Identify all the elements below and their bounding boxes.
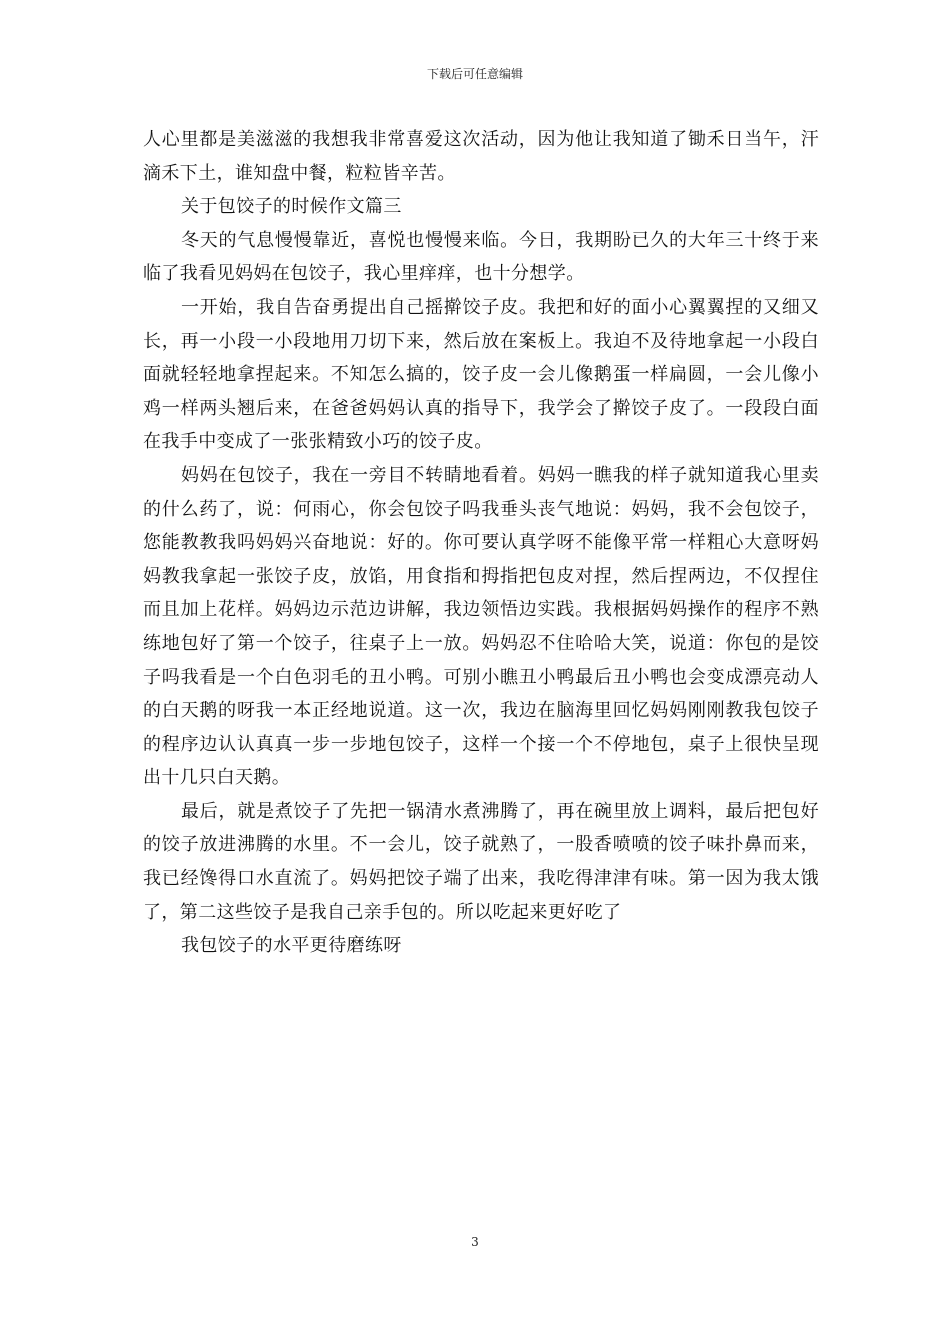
paragraph-closing: 我包饺子的水平更待磨练呀 — [181, 935, 402, 957]
section-title: 关于包饺子的时候作文篇三 — [181, 196, 402, 218]
page-header: 下载后可任意编辑 — [426, 67, 523, 81]
page-number: 3 — [471, 1235, 479, 1249]
paragraph-wrapping-dumplings: 妈妈在包饺子，我在一旁目不转睛地看着。妈妈一瞧我的样子就知道我心里卖的什么药了，说：何雨心，你会包饺子吗我垂头丧气地说：妈妈，我不会包饺子，您能教教我吗妈妈兴奋地说：好的。你可要认真学呀不能像平常一样粗心大意呀妈妈教我拿起一张饺子皮，放馅，用食指和拇指把包皮对捏，然后捏两边，不仅捏住而且加上花样。妈妈边示范边讲解，我边领悟边实践。我根据妈妈操作的程序不熟练地包好了第一个饺子，往桌子上一放。妈妈忍不住哈哈大笑，说道：你包的是饺子吗我看是一个白色羽毛的丑小鸭。可别小瞧丑小鸭最后丑小鸭也会变成漂亮动人的白天鹅的呀我一本正经地说道。这一次，我边在脑海里回忆妈妈刚刚教我包饺子的程序边认认真真一步一步地包饺子，这样一个接一个不停地包，桌子上很快呈现出十几只白天鹅。 — [143, 464, 819, 789]
document-body — [143, 123, 819, 963]
paragraph-rolling-wrappers: 一开始，我自告奋勇提出自己摇擀饺子皮。我把和好的面小心翼翼捏的又细又长，再一小段一小段地用刀切下来，然后放在案板上。我迫不及待地拿起一小段白面就轻轻地拿捏起来。不知怎么搞的，饺子皮一会儿像鹅蛋一样扁圆，一会儿像小鸡一样两头翘后来，在爸爸妈妈认真的指导下，我学会了擀饺子皮了。一段段白面在我手中变成了一张张精致小巧的饺子皮。 — [143, 296, 819, 453]
paragraph-continuation: 人心里都是美滋滋的我想我非常喜爱这次活动，因为他让我知道了锄禾日当午，汗滴禾下土，谁知盘中餐，粒粒皆辛苦。 — [143, 129, 819, 184]
paragraph-cooking: 最后，就是煮饺子了先把一锅清水煮沸腾了，再在碗里放上调料，最后把包好的饺子放进沸腾的水里。不一会儿，饺子就熟了，一股香喷喷的饺子味扑鼻而来，我已经馋得口水直流了。妈妈把饺子端了出来，我吃得津津有味。第一因为我太饿了，第二这些饺子是我自己亲手包的。所以吃起来更好吃了 — [143, 800, 819, 923]
paragraph-intro: 冬天的气息慢慢靠近，喜悦也慢慢来临。今日，我期盼已久的大年三十终于来临了我看见妈妈在包饺子，我心里痒痒，也十分想学。 — [143, 229, 819, 285]
